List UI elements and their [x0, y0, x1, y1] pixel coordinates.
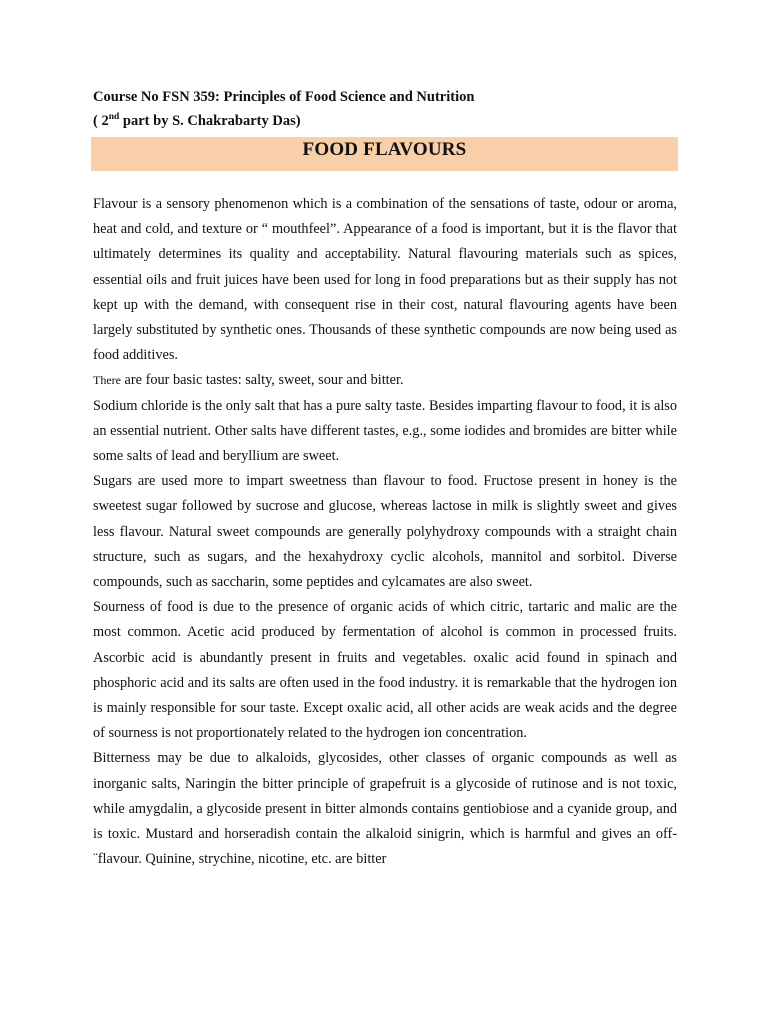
course-title: Course No FSN 359: Principles of Food Science and Nutrition	[93, 89, 475, 105]
paragraph-sour: Sourness of food is due to the presence of organic acids of which citric, tartaric and malic are the most common. Acetic acid produced by fermentation of alcohol is common in processed fruits. Ascorbic acid is abundantly present in fruits and vegetables. oxalic acid found in spinach and phosphoric acid and its salts are often used in the food industry. it is remarkable that the hydrogen ion is mainly responsible for sour taste. Except oxalic acid, all other acids are weak acids and the degree of sourness is not proportionately related to the hydrogen ion concentration.	[93, 599, 677, 742]
author-line	[93, 112, 301, 130]
body-text	[93, 192, 677, 872]
basic-tastes-first-word: There	[93, 373, 121, 388]
paragraph-basic-tastes	[93, 368, 677, 393]
paragraph-sweet: Sugars are used more to impart sweetness than flavour to food. Fructose present in honey is the sweetest sugar followed by sucrose and glucose, whereas lactose in milk is slightly sweet and gives less flavour. Natural sweet compounds are generally polyhydroxy compounds with a straight chain structure, such as sugars, and the hexahydroxy cyclic alcohols, mannitol and sorbitol. Diverse compounds, such as saccharin, some peptides and cylcamates are also sweet.	[93, 473, 677, 591]
paragraph-salty: Sodium chloride is the only salt that has a pure salty taste. Besides imparting flavour to food, it is also an essential nutrient. Other salts have different tastes, e.g., some iodides and bromides are bitter while some salts of lead and beryllium are sweet.	[93, 397, 677, 465]
page-title: FOOD FLAVOURS	[302, 139, 467, 160]
paragraph-intro: Flavour is a sensory phenomenon which is a combination of the sensations of taste, odour or aroma, heat and cold, and texture or “ mouthfeel”. Appearance of a food is important, but it is the flavor that ultimately determines its quality and acceptability. Natural flavouring materials such as spices, essential oils and fruit juices have been used for long in food preparations but as their supply has not kept up with the demand, with consequent rise in their cost, natural flavouring agents have been largely substituted by synthetic ones. Thousands of these synthetic compounds are now being used as food additives.	[93, 196, 677, 364]
author-superscript: nd	[108, 112, 120, 123]
author-suffix: part by S. Chakrabarty Das)	[119, 113, 301, 129]
author-prefix: ( 2	[93, 113, 109, 129]
paragraph-bitter: Bitterness may be due to alkaloids, glycosides, other classes of organic compounds as well as inorganic salts, Naringin the bitter principle of grapefruit is a glycoside of rutinose and is not toxic, while amygdalin, a glycoside present in bitter almonds contains gentiobiose and a cyanide group, and is toxic. Mustard and horseradish contain the alkaloid sinigrin, which is harmful and gives an off-¨flavour. Quinine, strychine, nicotine, etc. are bitter	[93, 750, 677, 868]
basic-tastes-rest: are four basic tastes: salty, sweet, sour and bitter.	[120, 372, 404, 389]
title-banner	[91, 137, 678, 171]
